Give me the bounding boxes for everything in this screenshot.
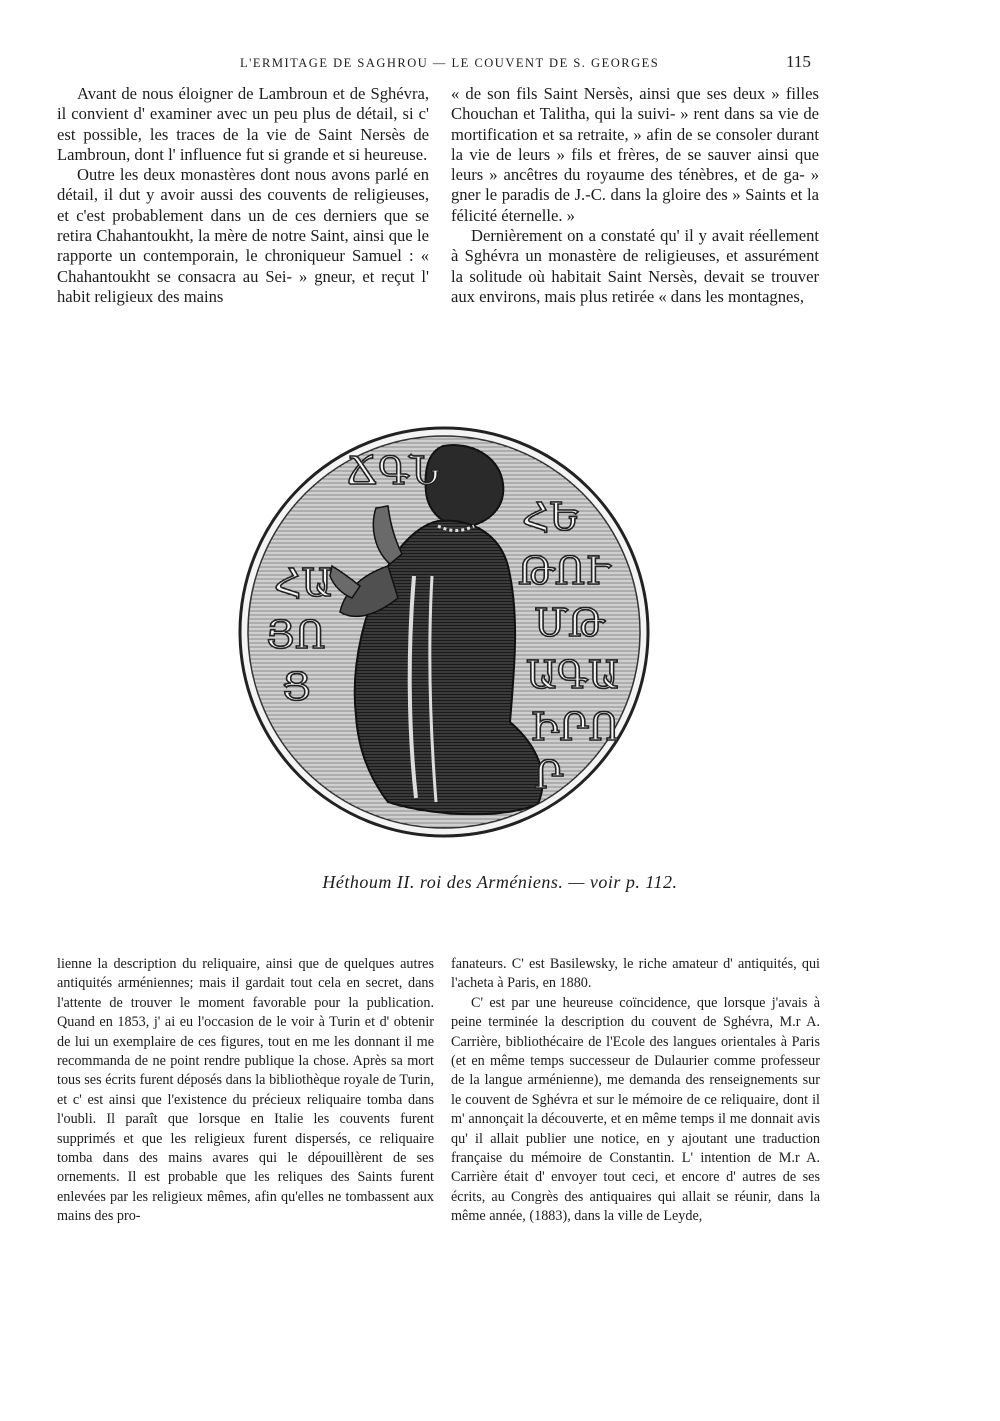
paragraph: fanateurs. C' est Basilewsky, le riche amateur d' antiquités, qui l'acheta à Paris, en 1880. [451,956,820,992]
page-number: 115 [786,52,811,71]
column-bottom-left [57,955,434,1227]
inscription-right-3: ՄԹ [534,601,605,645]
paragraph: Avant de nous éloigner de Lambroun et de Sghévra, il convient d' examiner avec un peu plus de détail, si c' est possible, les traces de la vie de Saint Nersès de Lambroun, dont l' influence fut si grande et si heureuse. [57,84,429,164]
inscription-right-2: ԹՈՒ [518,549,610,593]
paragraph: Outre les deux monastères dont nous avons parlé en détail, il dut y avoir aussi des couvents de religieuses, et c'est probablement dans un de ces derniers que se retira Chahantoukht, la mère de notre Saint, ainsi que le rapporte un contemporain, le chroniqueur Samuel : « Chahantoukht se consacra au Sei- » gneur, et reçut l' habit religieux des mains [57,165,429,306]
paragraph: C' est par une heureuse coïncidence, que lorsque j'avais à peine terminée la description du couvent de Sghévra, M.r A. Carrière, bibliothécaire de l'Ecole des langues orientales à Paris (et en même temps successeur de Dulaurier comme professeur de la langue arménienne), me demanda des renseignements sur le couvent de Sghévra et sur le mémoire de ce reliquaire, dont il m' annonçait la découverte, et en même temps il me donnait avis qu' il allait publier une notice, en y ajoutant une traduction française du mémoire de Constantin. L' intention de M.r A. Carrière était d' envoyer tout ceci, et encore d' autres de ses écrits, au Congrès des antiquaires qui allait se réunir, dans la même année, (1883), dans la ville de Leyde, [451,994,820,1225]
inscription-left-2: ՅՈ [266,613,326,657]
inscription-right-1: ՀԵ [522,495,580,539]
medal-illustration [238,426,650,838]
column-top-right [451,84,819,307]
inscription-left-3: Ց [282,665,311,709]
inscription-right-4: ԱԳԱ [526,653,619,697]
inscription-top: ՃԳՆ [346,449,440,493]
column-bottom-right [451,955,820,1227]
paragraph: Dernièrement on a constaté qu' il y avait réellement à Sghévra un monastère de religieuses, et assurément la solitude où habitait Saint Nersès, devait se trouver aux environs, mais plus retirée « dans les montagnes, [451,226,819,306]
figure-caption: Héthoum II. roi des Arméniens. — voir p. 112. [322,872,678,892]
paragraph: lienne la description du reliquaire, ainsi que de quelques autres antiquités arméniennes; mais il gardait tout cela en secret, dans l'attente de trouver le moment favorable pour la publication. Quand en 1853, j' ai eu l'occasion de le voir à Turin et d' obtenir de lui un exemplaire de ces figures, tout en me les donnant il me recommanda de ne point rendre publique la chose. Après sa mort tous ses écrits furent déposés dans la bibliothèque royale de Turin, et c' est ainsi que l'existence du précieux reliquaire tomba dans l'oubli. Il paraît que lorsque en Italie les couvents furent supprimés et que les religieux furent dispersés, ce reliquaire tomba dans des mains avares qui le dépouillèrent de ses ornements. Il est probable que les reliques des Saints furent enlevées par les religieux mêmes, afin qu'elles ne tombassent aux mains des pro- [57,956,434,1225]
column-top-left [57,84,429,307]
inscription-right-5: ԻՐՈ [530,705,620,749]
inscription-right-6: Ր [534,753,564,797]
medal-engraving [238,426,650,838]
paragraph: « de son fils Saint Nersès, ainsi que ses deux » filles Chouchan et Talitha, qui la suivi- » rent dans sa vie de mortification et sa retraite, » afin de se consoler durant la vie de leurs » fils et frères, de se sauver ainsi que leurs » ancêtres du royaume des ténèbres, et de ga- » gner le paradis de J.-C. dans la gloire des » Saints et la félicité éternelle. » [451,84,819,225]
inscription-left-1: ՀԱ [274,561,333,605]
running-head: L'ERMITAGE DE SAGHROU — LE COUVENT DE S. GEORGES [240,56,660,70]
